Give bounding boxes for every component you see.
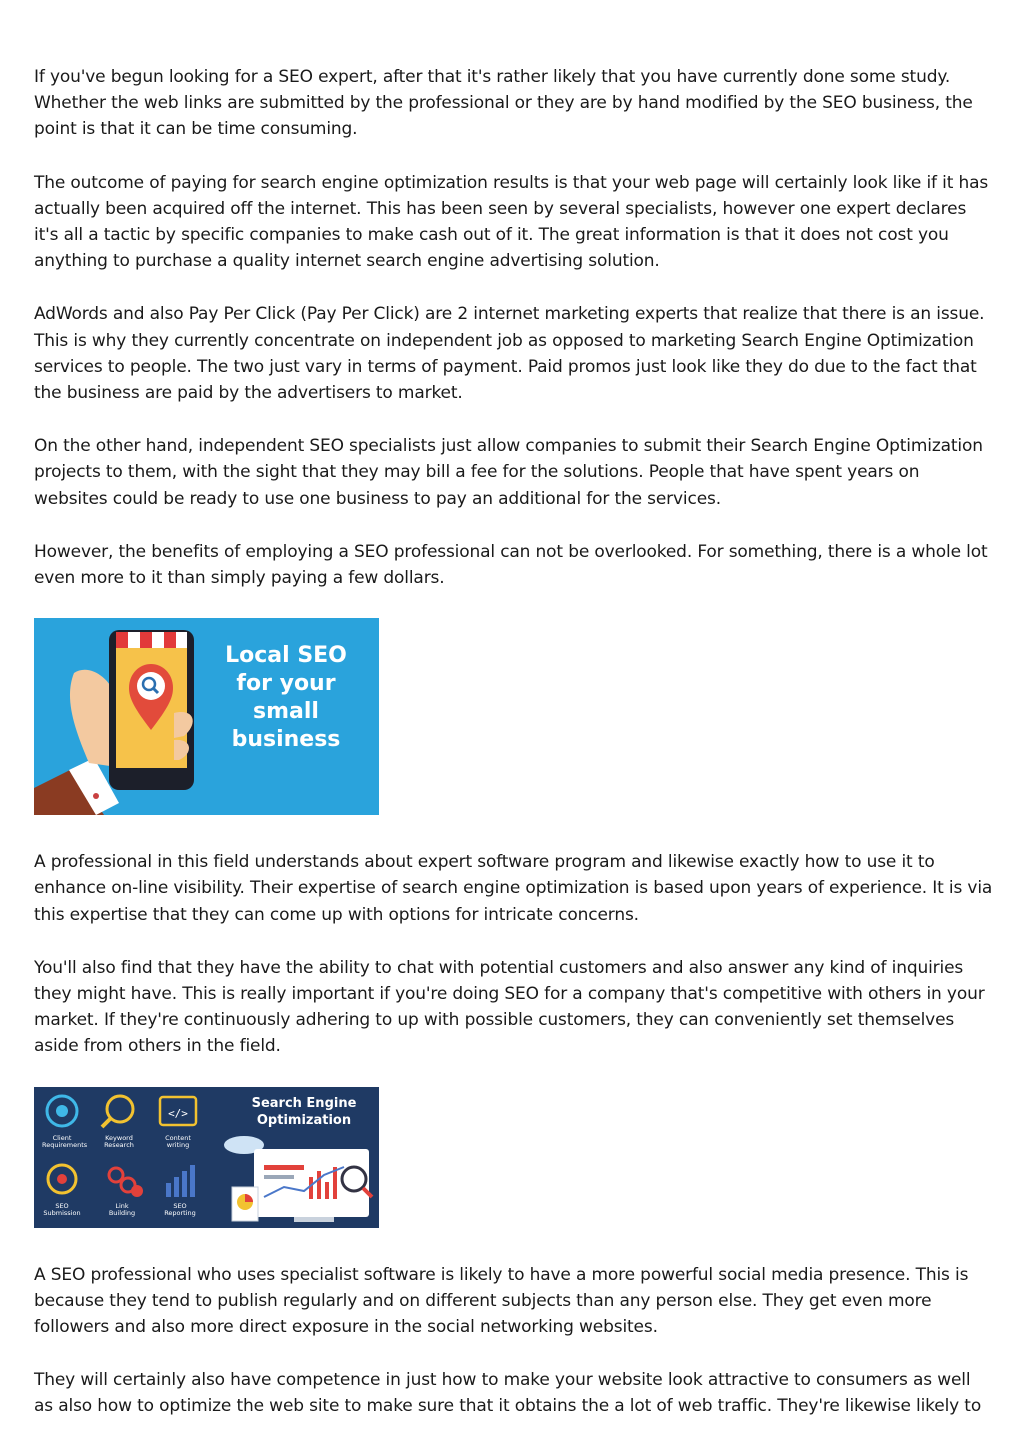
content-writing-label: Content writing bbox=[165, 1133, 191, 1149]
seo-submission-label: SEO Submission bbox=[43, 1201, 81, 1217]
local-seo-line-3: small bbox=[253, 699, 319, 725]
seo-title-line-1: Search Engine bbox=[251, 1095, 357, 1111]
paragraph-1: If you've begun looking for a SEO expert, after that it's rather likely that you have currently done some study. Whether the web links are submitted by the professional or they are by hand modified by the SEO business, the point is that it can be time consuming. bbox=[34, 67, 973, 140]
seo-infographic-image bbox=[34, 1087, 379, 1228]
seo-infographic-title bbox=[234, 1095, 374, 1129]
paragraph-4: On the other hand, independent SEO specialists just allow companies to submit their Search Engine Optimization projects to them, with the sight that they may bill a fee for the solutions. People that have spent years on websites could be ready to use one business to pay an additional for the services. bbox=[34, 436, 983, 509]
local-seo-line-1: Local SEO bbox=[225, 643, 347, 669]
local-seo-line-2: for your bbox=[236, 671, 336, 697]
keyword-research-label: Keyword Research bbox=[104, 1133, 134, 1149]
paragraph-2: The outcome of paying for search engine optimization results is that your web page will certainly look like if it has actually been acquired off the internet. This has been seen by several specialists, however one expert declares it's all a tactic by specific companies to make cash out of it. The great information is that it does not cost you anything to purchase a quality internet search engine advertising solution. bbox=[34, 172, 989, 272]
local-seo-line-4: business bbox=[231, 727, 341, 753]
paragraph-8: A SEO professional who uses specialist software is likely to have a more powerful social media presence. This is because they tend to publish regularly and on different subjects than any person else. They get even more followers and also more direct exposure in the social networking websites. bbox=[34, 1264, 969, 1338]
paragraph-6: A professional in this field understands about expert software program and likewise exactly how to use it to enhance on-line visibility. Their expertise of search engine optimization is based upon years of experience. It is via this expertise that they can come up with options for intricate concerns. bbox=[34, 852, 993, 925]
seo-title-line-2: Optimization bbox=[256, 1112, 352, 1128]
local-seo-heading bbox=[216, 642, 356, 754]
svg-text:</>: </> bbox=[168, 1106, 188, 1120]
local-seo-image bbox=[34, 618, 379, 815]
seo-reporting-label: SEO Reporting bbox=[164, 1201, 196, 1217]
paragraph-3: AdWords and also Pay Per Click (Pay Per Click) are 2 internet marketing experts that realize that there is an issue. This is why they currently concentrate on independent job as opposed to marketing Search Engine Optimization services to people. The two just vary in terms of payment. Paid promos just look like they do due to the fact that the business are paid by the advertisers to market. bbox=[34, 304, 985, 404]
link-building-label: Link Building bbox=[108, 1201, 136, 1217]
paragraph-9: They will certainly also have competence in just how to make your website look attractive to consumers as well as also how to optimize the web site to make sure that it obtains the a lot of web traffic. They're likewise likely to bbox=[34, 1370, 982, 1417]
client-requirements-label: Client Requirements bbox=[42, 1133, 88, 1149]
article-body bbox=[34, 64, 994, 1447]
paragraph-5: However, the benefits of employing a SEO professional can not be overlooked. For something, there is a whole lot even more to it than simply paying a few dollars. bbox=[34, 541, 988, 589]
paragraph-7: You'll also find that they have the ability to chat with potential customers and also answer any kind of inquiries they might have. This is really important if you're doing SEO for a company that's competitive with others in your market. If they're continuously adhering to up with possible customers, they can conveniently set themselves aside from others in the field. bbox=[34, 957, 985, 1057]
